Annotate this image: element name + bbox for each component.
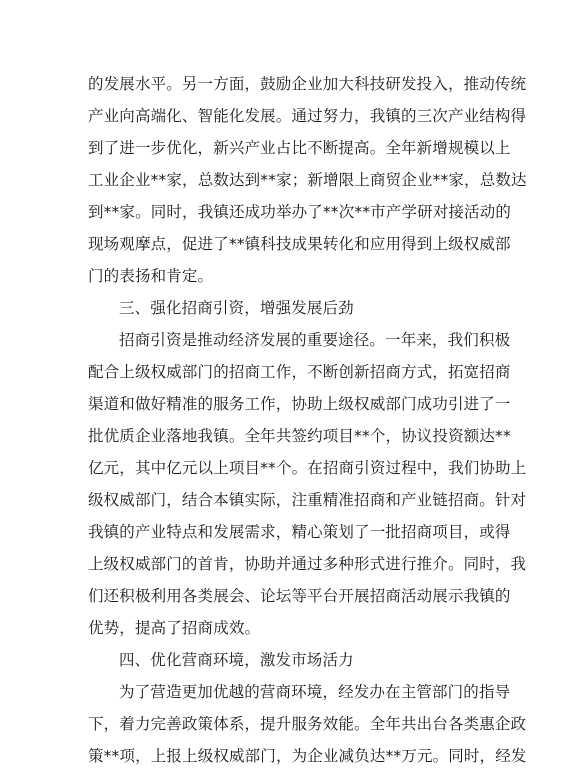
paragraph-line: 渠道和做好精准的服务工作，协助上级权威部门成功引进了一 (88, 395, 511, 413)
paragraph-line: 优势，提高了招商成效。 (88, 619, 261, 637)
paragraph-line: 招商引资是推动经济发展的重要途径。一年来，我们积极 (119, 331, 511, 349)
section-heading: 四、优化营商环境，激发市场活力 (119, 651, 354, 669)
paragraph-line: 现场观摩点，促进了**镇科技成果转化和应用得到上级权威部 (88, 235, 511, 253)
paragraph-line: 配合上级权威部门的招商工作，不断创新招商方式，拓宽招商 (88, 363, 511, 381)
paragraph-line: 到了进一步优化，新兴产业占比不断提高。全年新增规模以上 (88, 139, 511, 157)
paragraph-line: 工业企业**家，总数达到**家；新增限上商贸企业**家，总数达 (88, 171, 527, 189)
paragraph-line: 策**项，上报上级权威部门，为企业减负达**万元。同时，经发 (88, 747, 527, 765)
paragraph-line: 级权威部门，结合本镇实际，注重精准招商和产业链招商。针对 (88, 491, 527, 509)
paragraph-line: 为了营造更加优越的营商环境，经发办在主管部门的指导 (119, 683, 511, 701)
document-body (88, 68, 527, 772)
paragraph-line: 我镇的产业特点和发展需求，精心策划了一批招商项目，或得 (88, 523, 511, 541)
section-heading: 三、强化招商引资，增强发展后劲 (119, 299, 354, 317)
paragraph-line: 亿元，其中亿元以上项目**个。在招商引资过程中，我们协助上 (88, 459, 527, 477)
paragraph-line: 门的表扬和肯定。 (88, 267, 214, 285)
paragraph-line: 批优质企业落地我镇。全年共签约项目**个，协议投资额达** (88, 427, 511, 445)
paragraph-line: 上级权威部门的首肯，协助并通过多种形式进行推介。同时，我 (88, 555, 527, 573)
paragraph-line: 们还积极利用各类展会、论坛等平台开展招商活动展示我镇的 (88, 587, 511, 605)
paragraph-line: 下，着力完善政策体系，提升服务效能。全年共出台各类惠企政 (88, 715, 527, 733)
paragraph-line: 产业向高端化、智能化发展。通过努力，我镇的三次产业结构得 (88, 107, 527, 125)
paragraph-line: 的发展水平。另一方面，鼓励企业加大科技研发投入，推动传统 (88, 75, 527, 93)
paragraph-line: 到**家。同时，我镇还成功举办了**次**市产学研对接活动的 (88, 203, 512, 221)
